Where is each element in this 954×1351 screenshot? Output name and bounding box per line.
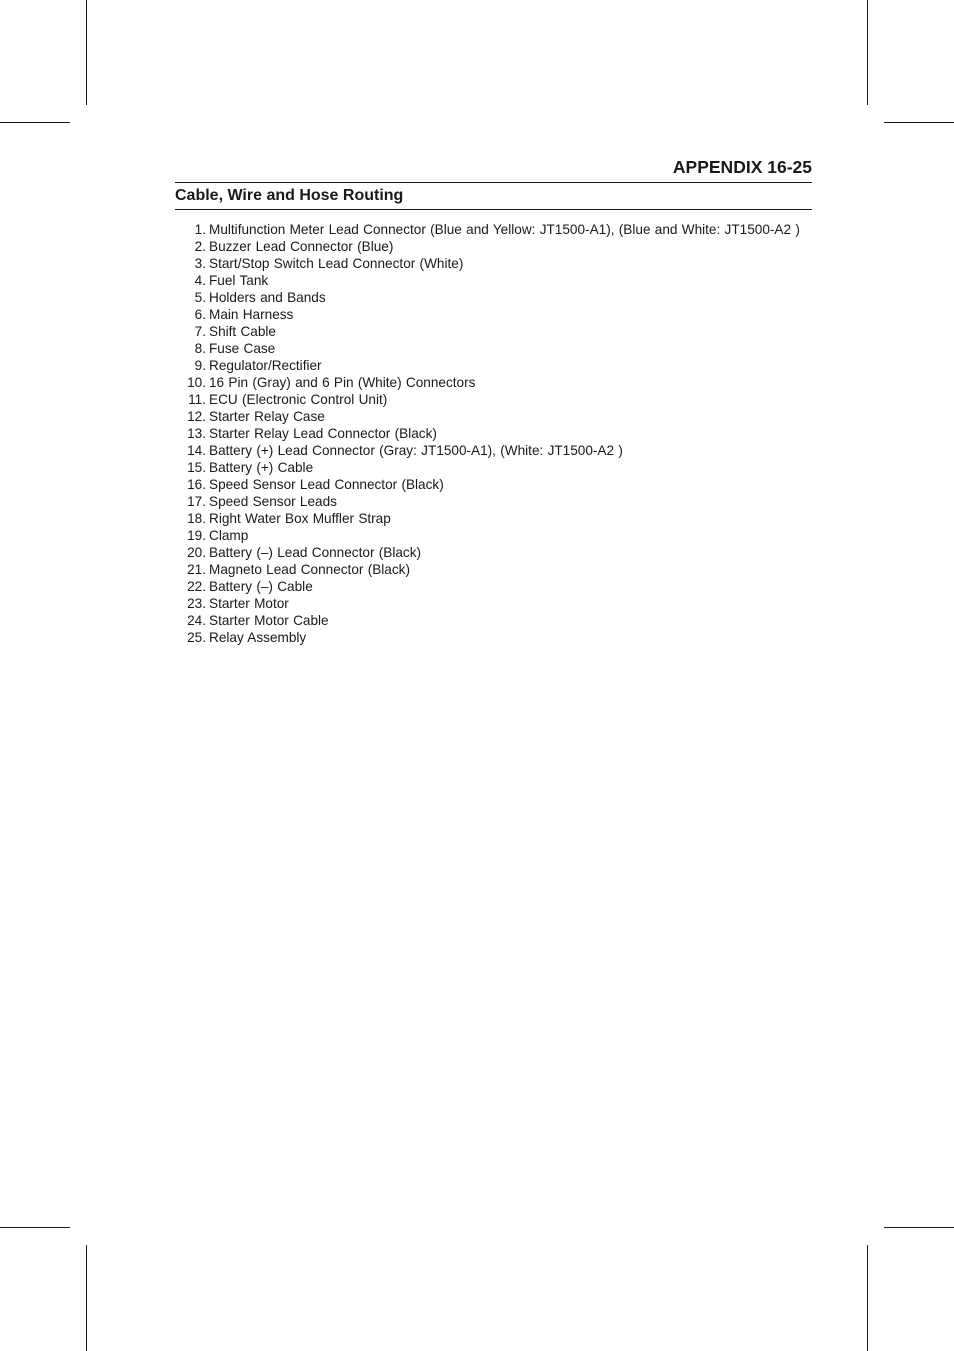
legend-item [175,510,812,527]
legend-item-number: 22. [187,579,206,594]
legend-item-text: Battery (–) Cable [209,579,313,594]
legend-item [175,221,812,238]
legend-item-text: Battery (+) Lead Connector (Gray: JT1500-A1), (White: JT1500-A2 ) [209,443,623,458]
legend-item-number: 18. [187,511,206,526]
crop-mark-bottom-left-horizontal [0,1227,70,1228]
legend-item [175,442,812,459]
legend-item-text: Right Water Box Muffler Strap [209,511,391,526]
legend-item [175,255,812,272]
legend-item-text: Main Harness [209,307,294,322]
legend-item-number: 24. [187,613,206,628]
header-rule [175,182,812,183]
legend-item-number: 11. [188,392,206,407]
legend-item-text: Relay Assembly [209,630,307,645]
legend-item [175,612,812,629]
legend-item [175,289,812,306]
page-running-header: APPENDIX 16-25 [672,157,812,177]
crop-mark-bottom-right-horizontal [884,1227,954,1228]
legend-item-number: 14. [187,443,206,458]
legend-item-text: Regulator/Rectifier [209,358,322,373]
legend-item-number: 6. [194,307,206,322]
legend-item-number: 15. [187,460,206,475]
legend-item-number: 5. [194,290,206,305]
legend-item-number: 10. [187,375,206,390]
legend-item-text: Fuse Case [209,341,276,356]
legend-item-number: 25. [187,630,206,645]
legend-item-text: Holders and Bands [209,290,326,305]
crop-mark-top-right-vertical [867,0,868,105]
legend-item-text: Magneto Lead Connector (Black) [209,562,410,577]
legend-item-number: 7. [194,324,206,339]
legend-item-text: Starter Motor Cable [209,613,329,628]
crop-mark-bottom-right-vertical [867,1245,868,1351]
legend-item-number: 4. [194,273,206,288]
legend-item [175,629,812,646]
legend-item [175,527,812,544]
legend-item-text: Fuel Tank [209,273,269,288]
legend-item [175,476,812,493]
legend-item-number: 21. [187,562,206,577]
legend-item-text: Multifunction Meter Lead Connector (Blue and Yellow: JT1500-A1), (Blue and White: JT1500-A2 ) [209,222,800,237]
crop-mark-top-left-horizontal [0,122,70,123]
section-title: Cable, Wire and Hose Routing [175,187,404,204]
legend-item-text: Starter Relay Case [209,409,325,424]
legend-item-text: Shift Cable [209,324,276,339]
legend-item-text: Speed Sensor Leads [209,494,337,509]
crop-mark-top-left-vertical [86,0,87,105]
legend-item [175,238,812,255]
legend-item [175,340,812,357]
legend-item-number: 13. [187,426,206,441]
legend-item [175,391,812,408]
legend-item-number: 12. [187,409,206,424]
legend-item-number: 2. [194,239,206,254]
legend-item-text: Start/Stop Switch Lead Connector (White) [209,256,464,271]
legend-item-number: 23. [187,596,206,611]
legend-item-number: 3. [194,256,206,271]
legend-item-text: Battery (–) Lead Connector (Black) [209,545,422,560]
section-title-rule [175,209,812,210]
legend-item [175,374,812,391]
legend-item-text: Clamp [209,528,249,543]
legend-list [175,221,812,646]
legend-item [175,493,812,510]
crop-mark-bottom-left-vertical [86,1245,87,1351]
legend-item-text: Buzzer Lead Connector (Blue) [209,239,394,254]
legend-item [175,425,812,442]
legend-item-text: Starter Relay Lead Connector (Black) [209,426,437,441]
legend-item-text: 16 Pin (Gray) and 6 Pin (White) Connectors [209,375,476,390]
legend-item [175,306,812,323]
legend-item-text: ECU (Electronic Control Unit) [209,392,388,407]
legend-item [175,561,812,578]
legend-item [175,459,812,476]
legend-item-number: 9. [194,358,206,373]
legend-item-number: 8. [194,341,206,356]
legend-item-text: Speed Sensor Lead Connector (Black) [209,477,444,492]
legend-item-text: Starter Motor [209,596,289,611]
legend-item [175,595,812,612]
legend-item [175,408,812,425]
legend-item [175,357,812,374]
legend-item-number: 17. [187,494,206,509]
legend-item-number: 16. [187,477,206,492]
legend-item [175,272,812,289]
legend-item [175,578,812,595]
legend-item-number: 20. [187,545,206,560]
legend-item-number: 19. [187,528,206,543]
legend-item-number: 1. [194,222,206,237]
legend-item [175,544,812,561]
legend-item-text: Battery (+) Cable [209,460,314,475]
crop-mark-top-right-horizontal [884,122,954,123]
legend-item [175,323,812,340]
